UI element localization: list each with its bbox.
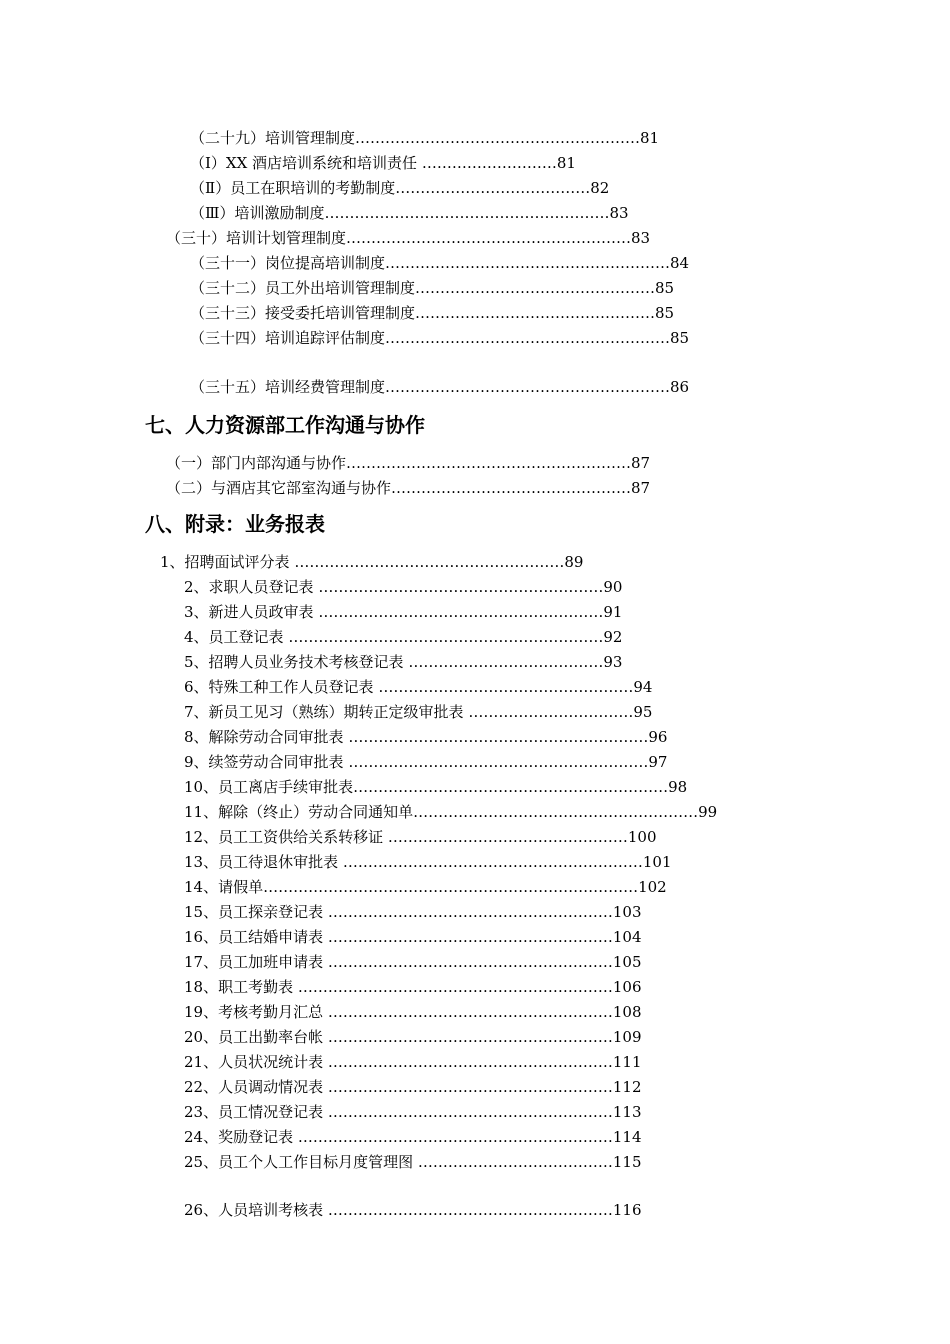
toc-entry-text: 3、新进人员政审表 (184, 603, 314, 621)
toc-entry (166, 228, 682, 248)
toc-entry-text: 21、人员状况统计表 (184, 1053, 324, 1071)
toc-entry (184, 627, 704, 647)
toc-page-number: 84 (670, 254, 690, 272)
toc-entry-text: （三十三）接受委托培训管理制度 (190, 304, 416, 322)
toc-leader: ………………………………………………… (323, 1103, 613, 1121)
toc-page-number: 109 (612, 1028, 642, 1046)
toc-leader: ………………………………………… (415, 279, 656, 297)
toc-page-number: 103 (612, 903, 642, 921)
section-heading: 八、附录：业务报表 (145, 512, 325, 536)
toc-page-number: 98 (668, 778, 688, 796)
toc-entry-text: 23、员工情况登记表 (184, 1103, 324, 1121)
toc-page-number: 96 (648, 728, 668, 746)
toc-entry-text: （一）部门内部沟通与协作 (166, 454, 347, 472)
toc-entry (190, 153, 630, 173)
toc-entry-text: 1、招聘面试评分表 (160, 553, 290, 571)
toc-leader: ………………………………………………… (346, 229, 632, 247)
toc-leader: ………………………………………………… (413, 803, 699, 821)
toc-entry (190, 278, 704, 298)
toc-entry (184, 777, 704, 797)
toc-leader: ………………………………………………… (323, 1028, 613, 1046)
toc-entry-text: 5、招聘人员业务技术考核登记表 (184, 653, 404, 671)
toc-leader: ………………………………………………… (313, 603, 604, 621)
toc-page-number: 81 (640, 129, 660, 147)
toc-entry-text: 25、员工个人工作目标月度管理图 (184, 1153, 414, 1171)
toc-page-number: 113 (612, 1103, 642, 1121)
toc-entry-text: 6、特殊工种工作人员登记表 (184, 678, 374, 696)
toc-entry (184, 802, 718, 822)
toc-page-number: 106 (612, 978, 642, 996)
toc-entry-text: 14、请假单 (184, 878, 264, 896)
toc-entry-text: 2、求职人员登记表 (184, 578, 314, 596)
toc-leader: …………………………………………………… (338, 853, 643, 871)
toc-entry-text: 26、人员培训考核表 (184, 1201, 324, 1219)
toc-entry (190, 128, 704, 148)
toc-entry (184, 902, 704, 922)
toc-entry (184, 1027, 704, 1047)
toc-leader: ………………………………………… (391, 479, 632, 497)
toc-entry-text: 13、员工待退休审批表 (184, 853, 339, 871)
toc-leader: ………………………………………………… (385, 378, 671, 396)
toc-entry (190, 178, 658, 198)
toc-entry (184, 577, 704, 597)
toc-entry-text: 18、职工考勤表 (184, 978, 294, 996)
toc-page-number: 104 (612, 928, 642, 946)
toc-entry-text: （三十一）岗位提高培训制度 (190, 254, 386, 272)
toc-entry-text: 4、员工登记表 (184, 628, 284, 646)
toc-leader: ………………………………………………… (313, 578, 604, 596)
toc-entry-text: 10、员工离店手续审批表 (184, 778, 354, 796)
toc-entry (184, 827, 704, 847)
toc-entry (184, 1077, 704, 1097)
toc-page-number: 112 (612, 1078, 642, 1096)
toc-leader: ………………………………………………… (323, 1053, 613, 1071)
toc-entry (184, 1002, 704, 1022)
toc-leader: ………………………………………………… (346, 454, 632, 472)
toc-entry-text: 22、人员调动情况表 (184, 1078, 324, 1096)
toc-entry (184, 652, 704, 672)
toc-page-number: 90 (603, 578, 623, 596)
toc-entry (184, 1052, 704, 1072)
toc-page-number: 97 (648, 753, 668, 771)
toc-page-number: 89 (564, 553, 584, 571)
toc-entry (166, 453, 682, 473)
toc-entry (184, 602, 704, 622)
section-heading: 七、人力资源部工作沟通与协作 (145, 413, 425, 437)
toc-page-number: 111 (612, 1053, 642, 1071)
toc-entry (190, 253, 704, 273)
toc-leader: ………………………………………………… (385, 329, 671, 347)
toc-entry-text: （二）与酒店其它部室沟通与协作 (166, 479, 392, 497)
toc-page-number: 87 (631, 454, 651, 472)
toc-entry (190, 203, 658, 223)
toc-entry (184, 702, 704, 722)
toc-leader: ………………………………… (403, 653, 604, 671)
toc-page-number: 108 (612, 1003, 642, 1021)
toc-entry-text: 11、解除（终止）劳动合同通知单 (184, 803, 414, 821)
toc-leader: ……………………… (417, 154, 557, 172)
toc-page-number: 91 (603, 603, 623, 621)
toc-page-number: 86 (670, 378, 690, 396)
toc-leader: …………………………… (463, 703, 634, 721)
toc-leader: ……………………………………………… (289, 553, 565, 571)
toc-leader: ………………………………………………… (323, 903, 613, 921)
toc-entry-text: 8、解除劳动合同审批表 (184, 728, 344, 746)
toc-entry (184, 752, 704, 772)
toc-leader: ……………………………………………………… (283, 628, 604, 646)
toc-entry-text: （三十五）培训经费管理制度 (190, 378, 386, 396)
toc-leader: …………………………………………………… (343, 728, 649, 746)
toc-leader: …………………………………………………… (343, 753, 649, 771)
toc-entry (184, 977, 704, 997)
toc-page-number: 115 (612, 1153, 642, 1171)
toc-leader: ………………………………… (413, 1153, 613, 1171)
toc-leader: ………………………………………………… (355, 129, 641, 147)
toc-page-number: 87 (631, 479, 651, 497)
toc-entry (184, 1152, 704, 1172)
toc-page-number: 83 (631, 229, 651, 247)
toc-leader: ………………………………………………… (323, 953, 613, 971)
toc-page-number: 114 (612, 1128, 642, 1146)
toc-leader: ………………………………… (395, 179, 591, 197)
toc-entry (184, 1127, 704, 1147)
toc-entry (184, 877, 714, 897)
toc-page-number: 105 (612, 953, 642, 971)
toc-entry-text: 24、奖励登记表 (184, 1128, 294, 1146)
toc-page-number: 101 (642, 853, 672, 871)
toc-entry (160, 552, 682, 572)
toc-entry-text: 15、员工探亲登记表 (184, 903, 324, 921)
toc-leader: ……………………………………………………… (293, 1128, 613, 1146)
toc-entry (184, 952, 704, 972)
toc-leader: ………………………………………………………………… (263, 878, 639, 896)
toc-page-number: 92 (603, 628, 623, 646)
toc-page-number: 94 (633, 678, 653, 696)
toc-leader: ………………………………………………… (323, 1003, 613, 1021)
toc-page-number: 83 (609, 204, 629, 222)
toc-page-number: 95 (633, 703, 653, 721)
toc-leader: ………………………………………………… (323, 1201, 613, 1219)
toc-entry-text: （三十）培训计划管理制度 (166, 229, 347, 247)
toc-page-number: 85 (655, 279, 675, 297)
toc-leader: ……………………………………………………… (293, 978, 613, 996)
toc-entry (190, 303, 704, 323)
toc-entry-text: 12、员工工资供给关系转移证 (184, 828, 384, 846)
toc-page-number: 102 (638, 878, 667, 896)
toc-page-number: 85 (655, 304, 675, 322)
toc-entry (184, 852, 704, 872)
toc-entry-text: （二十九）培训管理制度 (190, 129, 356, 147)
toc-page-number: 93 (603, 653, 623, 671)
toc-entry-text: 9、续签劳动合同审批表 (184, 753, 344, 771)
toc-entry-text: （Ⅱ）员工在职培训的考勤制度 (190, 179, 396, 197)
toc-entry (166, 478, 682, 498)
toc-page-number: 85 (670, 329, 690, 347)
toc-entry-text: （Ⅲ）培训激励制度 (190, 204, 325, 222)
toc-entry (184, 677, 704, 697)
toc-leader: ………………………………………………… (323, 928, 613, 946)
toc-entry-text: （三十二）员工外出培训管理制度 (190, 279, 416, 297)
toc-page-number: 100 (627, 828, 657, 846)
toc-entry (184, 927, 704, 947)
toc-entry (190, 328, 704, 348)
toc-entry (184, 1102, 704, 1122)
toc-leader: ………………………………………………… (323, 1078, 613, 1096)
toc-entry (184, 1200, 704, 1220)
toc-page-number: 116 (612, 1201, 642, 1219)
toc-leader: ………………………………………… (383, 828, 628, 846)
toc-entry-text: 7、新员工见习（熟练）期转正定级审批表 (184, 703, 464, 721)
toc-leader: ………………………………………………… (324, 204, 610, 222)
toc-leader: ………………………………………… (415, 304, 656, 322)
toc-entry-text: 20、员工出勤率台帐 (184, 1028, 324, 1046)
toc-entry-text: 19、考核考勤月汇总 (184, 1003, 324, 1021)
toc-page-number: 81 (556, 154, 576, 172)
toc-page-number: 82 (590, 179, 610, 197)
toc-entry-text: （Ⅰ）XX 酒店培训系统和培训责任 (190, 154, 418, 172)
toc-page-number: 99 (698, 803, 718, 821)
toc-leader: ………………………………………………… (385, 254, 671, 272)
toc-entry-text: （三十四）培训追踪评估制度 (190, 329, 386, 347)
toc-entry (190, 377, 704, 397)
toc-leader: ……………………………………………………… (353, 778, 669, 796)
toc-entry-text: 17、员工加班申请表 (184, 953, 324, 971)
toc-leader: …………………………………………… (373, 678, 634, 696)
toc-entry (184, 727, 704, 747)
toc-entry-text: 16、员工结婚申请表 (184, 928, 324, 946)
